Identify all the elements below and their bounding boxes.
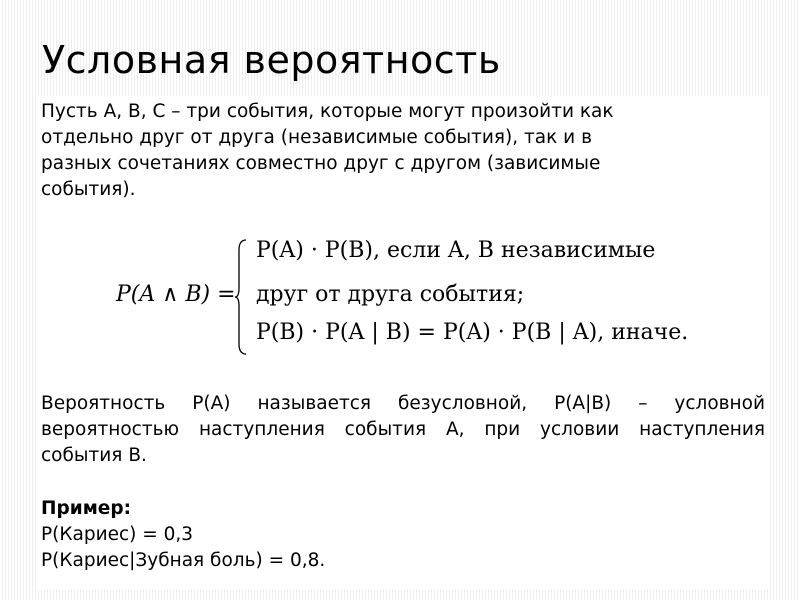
slide-content	[36, 96, 770, 590]
example-heading: Пример:	[41, 498, 131, 519]
formula-case-independent: P(A) · P(B), если A, B независимые	[256, 238, 656, 263]
intro-line: события).	[41, 179, 136, 200]
formula-case-dependent: P(B) · P(A | B) = P(A) · P(B | A), иначе.	[256, 320, 689, 345]
example-line: P(Кариес) = 0,3	[41, 524, 194, 545]
intro-line: Пусть A, B, C – три события, которые могут произойти как	[41, 101, 614, 122]
example-line: P(Кариес|Зубная боль) = 0,8.	[41, 550, 326, 571]
formula-lhs: P(A ∧ B) =	[116, 282, 236, 307]
slide-title: Условная вероятность	[42, 38, 501, 82]
definition-paragraph: Вероятность P(A) называется безусловной, P(A|B) – условной вероятностью наступления события A, при условии наступления события B.	[41, 393, 765, 466]
example-block	[41, 496, 325, 574]
intro-line: отдельно друг от друга (независимые события), так и в	[41, 127, 592, 148]
formula-case-independent-cont: друг от друга события;	[256, 282, 525, 307]
intro-line: разных сочетаниях совместно друг с другом (зависимые	[41, 153, 601, 174]
left-brace-icon	[234, 238, 248, 356]
